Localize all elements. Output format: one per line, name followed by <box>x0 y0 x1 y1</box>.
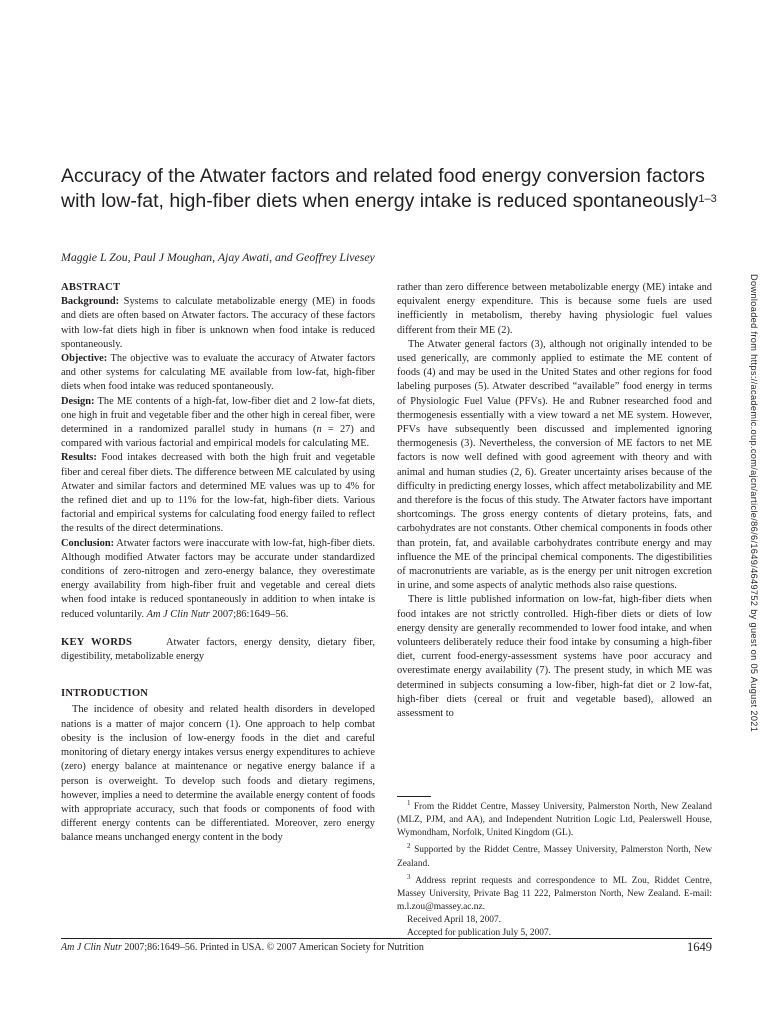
footnotes <box>397 795 712 940</box>
footnote-2-text: Supported by the Riddet Centre, Massey University, Palmerston North, New Zealand. <box>397 845 712 869</box>
results-text: Food intakes decreased with both the high fruit and vegetable fiber and cereal fiber diets. The difference between ME calculated by using Atwater and similar factors and determined ME values was up to 4% for the refined diet and up to 11% for the low-fat, high-fiber diets. Various factorial and empirical systems for calculating food energy failed to reflect the results of the direct determinations. <box>61 452 375 535</box>
footnote-2-mark: 2 <box>407 842 411 851</box>
keywords-block <box>61 636 375 664</box>
right-paragraph-3: There is little published information on low-fat, high-fiber diets when food intakes are not strictly controlled. High-fiber diets or diets of low energy density are generally recommended to lower food intake, and when volunteers deliberately reduce their food intake by consuming a high-fiber diet, current food-energy-assessment systems have poor accuracy and overestimate energy availability (7). The present study, in which ME was determined in subjects consuming a low-fiber, high-fat diet or 2 low-fat, high-fiber diets (cereal or fruit and vegetable based), allowed an assessment to <box>397 594 712 720</box>
design-text-b: = 27) and compared with various factorial and empirical models for calculating ME. <box>61 424 375 450</box>
design-label: Design: <box>61 395 95 407</box>
author-list: Maggie L Zou, Paul J Moughan, Ajay Awati, and Geoffrey Livesey <box>61 250 375 264</box>
results-label: Results: <box>61 452 97 464</box>
conclusion-text: Atwater factors were inaccurate with low-fat, high-fiber diets. Although modified Atwater factors may be accurate under standardized conditions of zero-nitrogen and zero-energy balance, they overestimate energy availability from high-fiber fruit and vegetable and cereal diets when food intake is reduced spontaneously in addition to when intake is reduced voluntarily. <box>61 537 375 620</box>
article-title-text: Accuracy of the Atwater factors and related food energy conversion factors with low-fat, high-fiber diets when energy intake is reduced spontaneously <box>61 165 705 212</box>
abstract-heading: ABSTRACT <box>61 282 121 293</box>
objective-text: The objective was to evaluate the accuracy of Atwater factors and other systems for calculating ME available from low-fat, high-fiber diets when food intake was reduced spontaneously. <box>61 353 375 393</box>
design-n: n <box>316 424 322 436</box>
abstract-background <box>61 295 375 352</box>
title-footnote-marks: 1–3 <box>698 193 717 205</box>
abstract-design <box>61 395 375 452</box>
footnote-1 <box>397 797 712 840</box>
right-paragraph-2: The Atwater general factors (3), although not originally intended to be used generically, are commonly applied to estimate the ME content of foods (4) and may be used in the United States and other regions for food labeling purposes (5). Atwater described “available” food energy in terms of Physiologic Fuel Value (PFVs). He and Rubner researched food and thermogenesis essentially with a view toward a net ME system. However, PFVs have subsequently been discussed and implemented ignoring thermogenesis (3). Nevertheless, the conversion of ME factors to net ME factors is now well defined with good agreement with theory and with animal and human studies (2, 6). Greater uncertainty arises because of the difficulty in predicting energy losses, which affect metabolizability and ME and therefore is the focus of this study. The Atwater factors have important shortcomings. The gross energy contents of dietary proteins, fats, and carbohydrates are not constants. Other chemical components in foods other than protein, fat, and available carbohydrates contribute energy and may influence the ME of the principal chemical components. The digestibilities of macronutrients are variable, as is the energy per unit nitrogen excretion in urine, and some aspects of analytic methods also raise questions. <box>397 338 712 592</box>
citation-rest: 2007;86:1649–56. <box>209 608 289 620</box>
design-text-a: The ME contents of a high-fat, low-fiber diet and 2 low-fat diets, one high in fruit and vegetable fiber and the other high in cereal fiber, were determined in a randomized parallel study in humans ( <box>61 395 375 436</box>
left-column <box>61 281 375 846</box>
footnote-1-text: From the Riddet Centre, Massey University, Palmerston North, New Zealand (MLZ, PJM, and AA), and Independent Nutrition Logic Ltd, Pealerswell House, Wymondham, Norfolk, United Kingdom (GL). <box>397 802 712 839</box>
article-title <box>61 164 721 214</box>
citation-journal: Am J Clin Nutr <box>146 608 210 620</box>
footnote-1-mark: 1 <box>407 799 411 807</box>
introduction-heading: INTRODUCTION <box>61 688 149 700</box>
abstract-results <box>61 451 375 536</box>
footer-citation-text: 2007;86:1649–56. Printed in USA. © 2007 American Society for Nutrition <box>121 942 424 953</box>
abstract-objective <box>61 352 375 395</box>
right-column <box>397 281 712 721</box>
footer-journal: Am J Clin Nutr <box>61 942 122 953</box>
introduction-paragraph: The incidence of obesity and related health disorders in developed nations is a matter of major concern (1). One approach to help combat obesity is the inclusion of low-energy foods in the diet and careful monitoring of dietary energy intakes versus energy expenditures to achieve (zero) energy balance at maintenance or negative energy balance if a person is overweight. To develop such foods and dietary regimens, however, implies a need to determine the available energy content of foods with appropriate accuracy, such that foods or components of food with different energy contents can be differentiated. Moreover, zero energy balance means unchanged energy content in the body <box>61 704 375 844</box>
objective-label: Objective: <box>61 353 108 365</box>
keywords-text: Atwater factors, energy density, dietary fiber, digestibility, metabolizable energy <box>61 636 375 663</box>
right-paragraph-1: rather than zero difference between metabolizable energy (ME) intake and equivalent energy expenditure. This is because some fuels are used inefficiently in metabolism, thereby having physiologic fuel values different from their ME (2). <box>397 282 712 336</box>
page-number: 1649 <box>687 940 712 954</box>
footnote-3 <box>397 871 712 914</box>
background-label: Background: <box>61 296 120 308</box>
footnote-2 <box>397 840 712 870</box>
download-watermark: Downloaded from https://academic.oup.com/ajcn/article/86/6/1649/4649752 by guest on 05 August 2021 <box>749 274 759 733</box>
background-text: Systems to calculate metabolizable energy (ME) in foods and diets are often based on Atwater factors. The accuracy of these factors with low-fat diets high in fiber is unknown when food intake is reduced spontaneously. <box>61 296 375 350</box>
footer-citation <box>61 942 424 953</box>
accepted-date: Accepted for publication July 5, 2007. <box>407 928 551 939</box>
footnote-3-mark: 3 <box>407 872 411 881</box>
received-date: Received April 18, 2007. <box>407 915 501 926</box>
footnote-3-text: Address reprint requests and correspondence to ML Zou, Riddet Centre, Massey University, Private Bag 11 222, Palmerston North, New Zealand. E-mail: m.l.zou@massey.ac.nz. <box>397 875 712 913</box>
keywords-heading: KEY WORDS <box>61 636 133 648</box>
footer-divider <box>61 938 712 939</box>
conclusion-label: Conclusion: <box>61 537 115 549</box>
abstract-conclusion <box>61 537 375 622</box>
